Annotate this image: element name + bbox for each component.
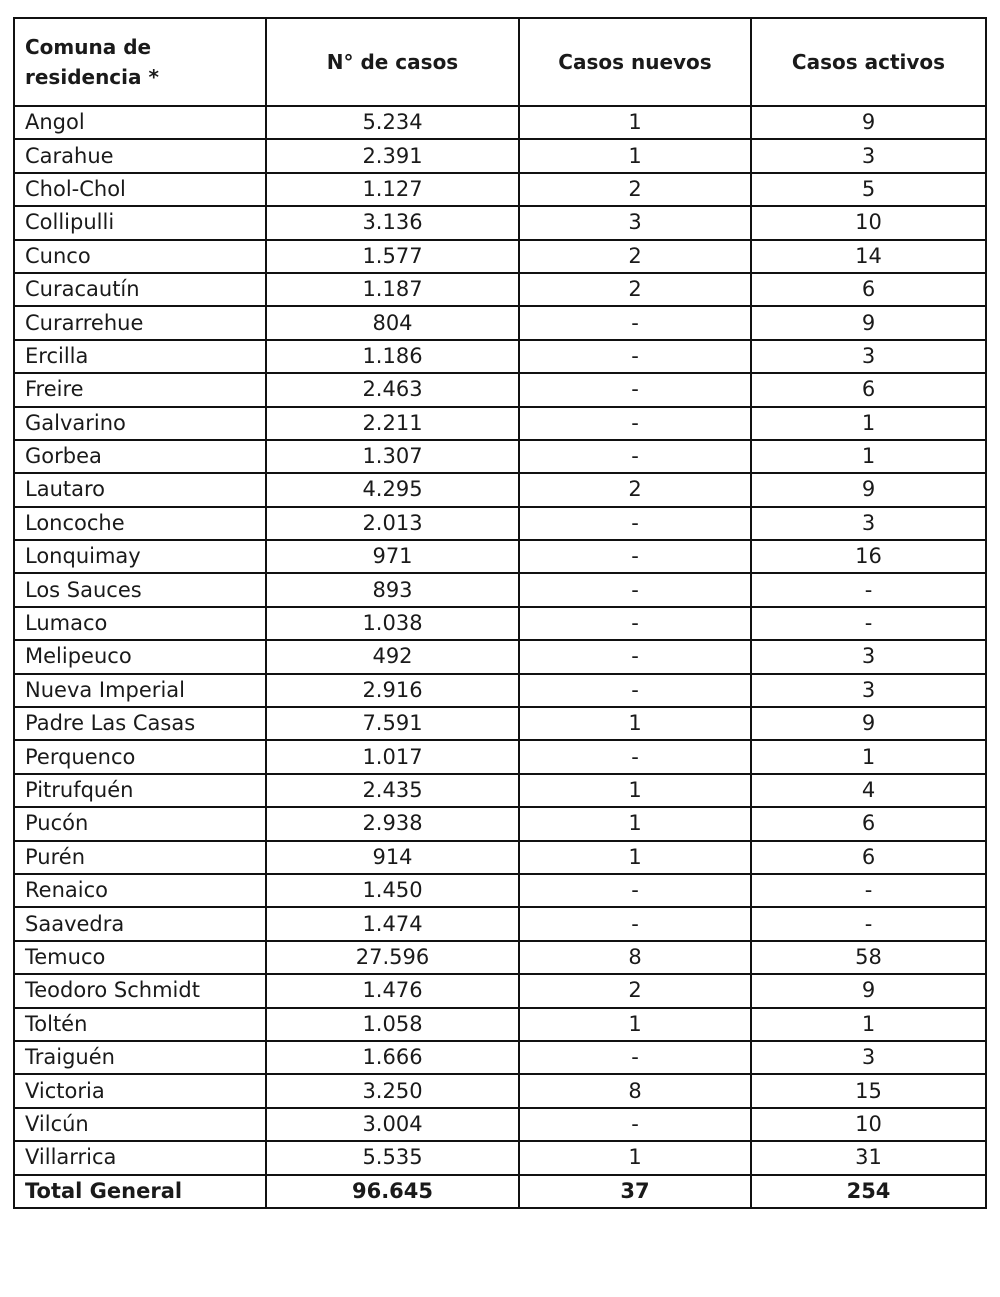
- cell-nuevos: -: [519, 306, 751, 339]
- total-row: [14, 1175, 986, 1208]
- cell-comuna: Carahue: [14, 139, 266, 172]
- cell-casos: 1.017: [266, 740, 519, 773]
- table-row: [14, 507, 986, 540]
- table-row: [14, 573, 986, 606]
- cell-comuna: Lonquimay: [14, 540, 266, 573]
- cell-nuevos: 1: [519, 707, 751, 740]
- table-row: [14, 306, 986, 339]
- table-row: [14, 407, 986, 440]
- cell-nuevos: -: [519, 1108, 751, 1141]
- table-row: [14, 640, 986, 673]
- cell-nuevos: 2: [519, 473, 751, 506]
- cell-nuevos: 2: [519, 240, 751, 273]
- cell-comuna: Victoria: [14, 1074, 266, 1107]
- cell-comuna: Toltén: [14, 1008, 266, 1041]
- cell-activos: 9: [751, 306, 986, 339]
- table-row: [14, 941, 986, 974]
- cell-nuevos: 1: [519, 1008, 751, 1041]
- table-row: [14, 240, 986, 273]
- cell-casos: 1.666: [266, 1041, 519, 1074]
- cell-nuevos: -: [519, 740, 751, 773]
- cell-comuna: Ercilla: [14, 340, 266, 373]
- table-body: [14, 106, 986, 1208]
- table-row: [14, 674, 986, 707]
- table-row: [14, 907, 986, 940]
- cell-casos: 5.535: [266, 1141, 519, 1174]
- header-activos: Casos activos: [751, 18, 986, 106]
- cell-nuevos: 1: [519, 106, 751, 139]
- cell-nuevos: 1: [519, 841, 751, 874]
- cell-casos: 2.435: [266, 774, 519, 807]
- cell-activos: 3: [751, 640, 986, 673]
- cell-casos: 4.295: [266, 473, 519, 506]
- table-row: [14, 1041, 986, 1074]
- cell-casos: 1.474: [266, 907, 519, 940]
- table-row: [14, 1008, 986, 1041]
- cases-by-commune-table: [13, 17, 987, 1209]
- cell-activos: 3: [751, 1041, 986, 1074]
- total-cell-casos: 96.645: [266, 1175, 519, 1208]
- cell-activos: 9: [751, 974, 986, 1007]
- cell-activos: 9: [751, 707, 986, 740]
- table-row: [14, 807, 986, 840]
- cell-nuevos: 2: [519, 974, 751, 1007]
- cell-casos: 2.013: [266, 507, 519, 540]
- cell-casos: 804: [266, 306, 519, 339]
- cell-comuna: Teodoro Schmidt: [14, 974, 266, 1007]
- cell-comuna: Nueva Imperial: [14, 674, 266, 707]
- cell-casos: 2.463: [266, 373, 519, 406]
- total-cell-comuna: Total General: [14, 1175, 266, 1208]
- cell-activos: -: [751, 607, 986, 640]
- cell-activos: 3: [751, 340, 986, 373]
- cell-comuna: Chol-Chol: [14, 173, 266, 206]
- cell-casos: 2.938: [266, 807, 519, 840]
- cell-comuna: Perquenco: [14, 740, 266, 773]
- cell-comuna: Villarrica: [14, 1141, 266, 1174]
- cell-nuevos: 3: [519, 206, 751, 239]
- cell-comuna: Lautaro: [14, 473, 266, 506]
- cell-activos: 9: [751, 106, 986, 139]
- cell-activos: 6: [751, 807, 986, 840]
- cell-nuevos: 1: [519, 774, 751, 807]
- cell-activos: 6: [751, 373, 986, 406]
- cell-comuna: Loncoche: [14, 507, 266, 540]
- cell-nuevos: 1: [519, 139, 751, 172]
- cell-nuevos: -: [519, 573, 751, 606]
- cell-comuna: Saavedra: [14, 907, 266, 940]
- cell-comuna: Curarrehue: [14, 306, 266, 339]
- cell-nuevos: -: [519, 1041, 751, 1074]
- table-row: [14, 473, 986, 506]
- cell-nuevos: -: [519, 440, 751, 473]
- cell-nuevos: -: [519, 340, 751, 373]
- cell-nuevos: -: [519, 874, 751, 907]
- cell-casos: 1.186: [266, 340, 519, 373]
- cell-nuevos: 8: [519, 1074, 751, 1107]
- cell-nuevos: -: [519, 507, 751, 540]
- table-row: [14, 373, 986, 406]
- cell-comuna: Angol: [14, 106, 266, 139]
- cell-nuevos: 2: [519, 273, 751, 306]
- table-row: [14, 607, 986, 640]
- cell-nuevos: 2: [519, 173, 751, 206]
- table-row: [14, 273, 986, 306]
- cell-casos: 893: [266, 573, 519, 606]
- cell-activos: 15: [751, 1074, 986, 1107]
- cell-activos: 10: [751, 1108, 986, 1141]
- header-row: [14, 18, 986, 106]
- cell-activos: 14: [751, 240, 986, 273]
- cell-casos: 27.596: [266, 941, 519, 974]
- cell-activos: 3: [751, 674, 986, 707]
- cell-casos: 492: [266, 640, 519, 673]
- cell-activos: 16: [751, 540, 986, 573]
- cell-comuna: Vilcún: [14, 1108, 266, 1141]
- cell-activos: 1: [751, 1008, 986, 1041]
- cell-nuevos: -: [519, 607, 751, 640]
- table-row: [14, 173, 986, 206]
- cell-casos: 2.211: [266, 407, 519, 440]
- cell-nuevos: -: [519, 540, 751, 573]
- cell-activos: 31: [751, 1141, 986, 1174]
- cell-comuna: Pitrufquén: [14, 774, 266, 807]
- header-nuevos: Casos nuevos: [519, 18, 751, 106]
- cell-casos: 3.250: [266, 1074, 519, 1107]
- cell-nuevos: -: [519, 640, 751, 673]
- cell-activos: 10: [751, 206, 986, 239]
- cell-activos: 3: [751, 139, 986, 172]
- cell-casos: 2.391: [266, 139, 519, 172]
- table-row: [14, 340, 986, 373]
- cell-casos: 7.591: [266, 707, 519, 740]
- cell-comuna: Temuco: [14, 941, 266, 974]
- cell-casos: 1.307: [266, 440, 519, 473]
- cell-comuna: Freire: [14, 373, 266, 406]
- cell-casos: 971: [266, 540, 519, 573]
- cell-activos: 6: [751, 273, 986, 306]
- cell-casos: 914: [266, 841, 519, 874]
- cell-nuevos: 1: [519, 1141, 751, 1174]
- cell-nuevos: -: [519, 407, 751, 440]
- table-row: [14, 740, 986, 773]
- cell-activos: 1: [751, 440, 986, 473]
- cell-comuna: Padre Las Casas: [14, 707, 266, 740]
- header-casos: N° de casos: [266, 18, 519, 106]
- table-row: [14, 440, 986, 473]
- cell-activos: 1: [751, 740, 986, 773]
- cell-comuna: Pucón: [14, 807, 266, 840]
- cell-activos: -: [751, 907, 986, 940]
- cell-activos: -: [751, 573, 986, 606]
- cell-comuna: Cunco: [14, 240, 266, 273]
- table-row: [14, 540, 986, 573]
- cell-casos: 1.127: [266, 173, 519, 206]
- cell-comuna: Renaico: [14, 874, 266, 907]
- table-row: [14, 1108, 986, 1141]
- cell-casos: 1.038: [266, 607, 519, 640]
- cell-nuevos: -: [519, 373, 751, 406]
- table-row: [14, 974, 986, 1007]
- table-row: [14, 139, 986, 172]
- cell-casos: 1.476: [266, 974, 519, 1007]
- cell-comuna: Lumaco: [14, 607, 266, 640]
- cell-casos: 2.916: [266, 674, 519, 707]
- cell-activos: 5: [751, 173, 986, 206]
- total-cell-activos: 254: [751, 1175, 986, 1208]
- cell-nuevos: -: [519, 907, 751, 940]
- cell-casos: 1.450: [266, 874, 519, 907]
- cell-comuna: Gorbea: [14, 440, 266, 473]
- cell-activos: 9: [751, 473, 986, 506]
- cell-casos: 5.234: [266, 106, 519, 139]
- cell-comuna: Purén: [14, 841, 266, 874]
- table-row: [14, 874, 986, 907]
- cell-nuevos: -: [519, 674, 751, 707]
- table-row: [14, 774, 986, 807]
- header-comuna: Comuna de residencia *: [14, 18, 266, 106]
- table-row: [14, 707, 986, 740]
- table-row: [14, 1074, 986, 1107]
- cell-comuna: Los Sauces: [14, 573, 266, 606]
- total-cell-nuevos: 37: [519, 1175, 751, 1208]
- table-row: [14, 841, 986, 874]
- cell-comuna: Galvarino: [14, 407, 266, 440]
- cell-activos: 4: [751, 774, 986, 807]
- cell-activos: 58: [751, 941, 986, 974]
- cell-casos: 1.058: [266, 1008, 519, 1041]
- cell-comuna: Traiguén: [14, 1041, 266, 1074]
- cell-comuna: Curacautín: [14, 273, 266, 306]
- cell-activos: -: [751, 874, 986, 907]
- cell-casos: 1.577: [266, 240, 519, 273]
- cell-activos: 1: [751, 407, 986, 440]
- table-row: [14, 1141, 986, 1174]
- cell-activos: 3: [751, 507, 986, 540]
- table-row: [14, 106, 986, 139]
- cell-casos: 3.136: [266, 206, 519, 239]
- cell-casos: 1.187: [266, 273, 519, 306]
- cell-activos: 6: [751, 841, 986, 874]
- cell-nuevos: 1: [519, 807, 751, 840]
- cell-comuna: Melipeuco: [14, 640, 266, 673]
- table-row: [14, 206, 986, 239]
- cell-casos: 3.004: [266, 1108, 519, 1141]
- cell-comuna: Collipulli: [14, 206, 266, 239]
- cell-nuevos: 8: [519, 941, 751, 974]
